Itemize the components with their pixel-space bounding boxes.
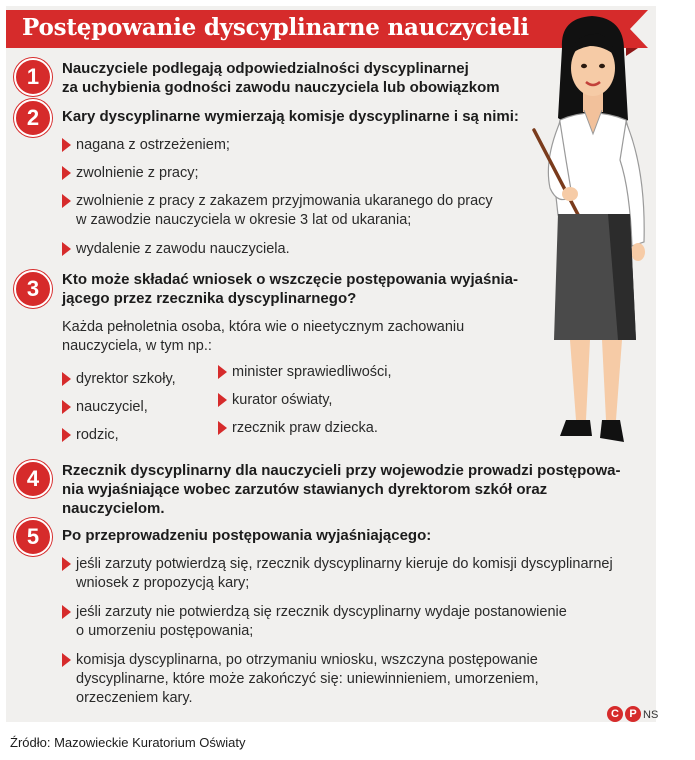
copyright-p-icon: P	[625, 706, 641, 722]
bullet-icon	[62, 653, 71, 667]
section-number-4: 4	[14, 460, 52, 498]
list-item: rodzic,	[76, 427, 119, 443]
section-2-heading: Kary dyscyplinarne wymierzają komisje dyscyplinarne i są nimi:	[62, 108, 519, 125]
section-4-heading: Rzecznik dyscyplinarny dla nauczycieli przy wojewodzie prowadzi postępowa- nia wyjaśniające wobec zarzutów stawianych dyrektorom szkół oraz nauczycielom.	[62, 462, 621, 517]
bullet-icon	[62, 400, 71, 414]
bullet-icon	[62, 194, 71, 208]
section-1-heading: Nauczyciele podlegają odpowiedzialności dyscyplinarnej za uchybienia godności zawodu nauczyciela lub obowiązkom	[62, 60, 500, 96]
bullet-icon	[218, 365, 227, 379]
source-caption: Źródło: Mazowieckie Kuratorium Oświaty	[10, 735, 246, 750]
list-item: komisja dyscyplinarna, po otrzymaniu wniosku, wszczyna postępowanie dyscyplinarne, które może zakończyć się: uniewinnieniem, umorzeniem, orzeczeniem kary.	[76, 652, 539, 706]
list-item: jeśli zarzuty nie potwierdzą się rzecznik dyscyplinarny wydaje postanowienie o umorzeniu postępowania;	[76, 604, 567, 639]
section-number-1: 1	[14, 58, 52, 96]
page-title: Postępowanie dyscyplinarne nauczycieli	[22, 14, 529, 41]
bullet-icon	[62, 605, 71, 619]
list-item: wydalenie z zawodu nauczyciela.	[76, 241, 290, 257]
author-initials: NS	[643, 709, 659, 721]
section-3-heading: Kto może składać wniosek o wszczęcie postępowania wyjaśnia- jącego przez rzecznika dyscyplinarnego?	[62, 271, 518, 307]
section-number-2: 2	[14, 99, 52, 137]
list-item: zwolnienie z pracy;	[76, 165, 199, 181]
list-item: nagana z ostrzeżeniem;	[76, 137, 230, 153]
section-3-intro: Każda pełnoletnia osoba, która wie o nieetycznym zachowaniu nauczyciela, w tym np.:	[62, 319, 465, 354]
bullet-icon	[62, 428, 71, 442]
section-number-3: 3	[14, 270, 52, 308]
bullet-icon	[218, 393, 227, 407]
bullet-icon	[62, 557, 71, 571]
bullet-icon	[218, 421, 227, 435]
bullet-icon	[62, 242, 71, 256]
list-item: kurator oświaty,	[232, 392, 333, 408]
list-item: dyrektor szkoły,	[76, 371, 176, 387]
bullet-icon	[62, 372, 71, 386]
list-item: zwolnienie z pracy z zakazem przyjmowania ukaranego do pracy w zawodzie nauczyciela w okresie 3 lat od ukarania;	[76, 193, 493, 228]
teacher-illustration	[520, 10, 670, 450]
bullet-icon	[62, 166, 71, 180]
copyright-icon: C	[607, 706, 623, 722]
list-item: rzecznik praw dziecka.	[232, 420, 378, 436]
section-number-5: 5	[14, 518, 52, 556]
list-item: minister sprawiedliwości,	[232, 364, 392, 380]
list-item: nauczyciel,	[76, 399, 148, 415]
bullet-icon	[62, 138, 71, 152]
section-5-heading: Po przeprowadzeniu postępowania wyjaśniającego:	[62, 527, 432, 544]
list-item: jeśli zarzuty potwierdzą się, rzecznik dyscyplinarny kieruje do komisji dyscyplinarnej wniosek z propozycją kary;	[76, 556, 613, 591]
